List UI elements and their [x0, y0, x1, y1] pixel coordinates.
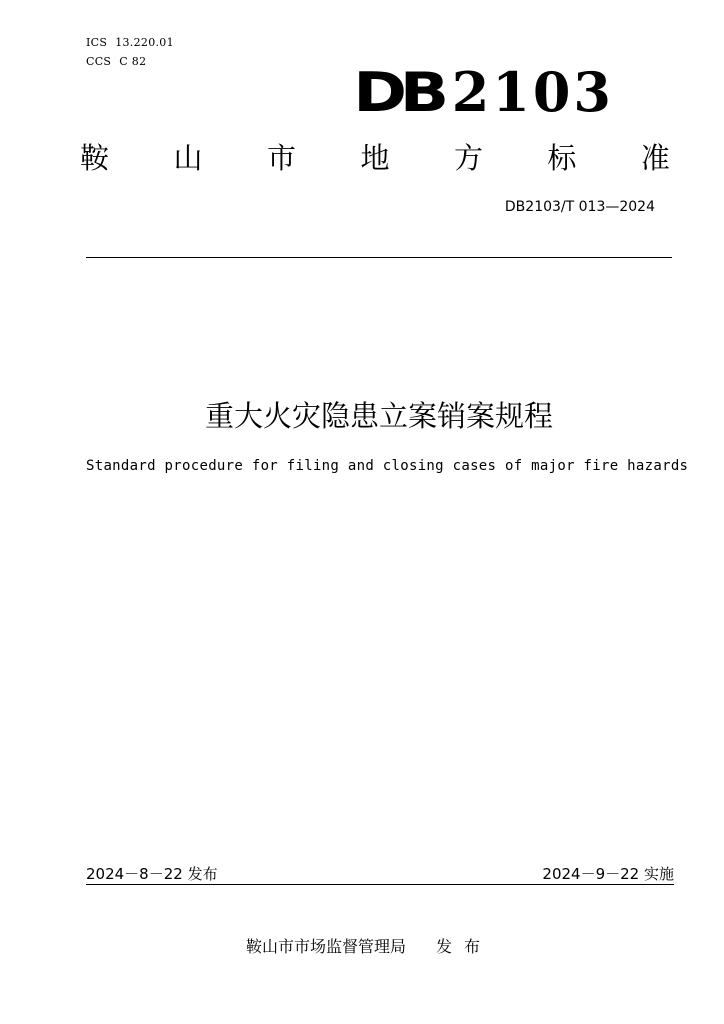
standard-title-char: 市	[266, 141, 296, 175]
standard-title-char: 鞍	[80, 141, 110, 175]
ccs-code: C 82	[119, 55, 147, 68]
standard-title-char: 山	[173, 141, 203, 175]
issue-date: 2024－8－22 发布	[86, 865, 218, 883]
issuer-action: 发布	[436, 937, 493, 956]
db-logo-prefix: DB	[352, 61, 442, 124]
standard-type-title	[80, 136, 670, 177]
ccs-classification	[86, 55, 154, 68]
standard-title-char: 方	[453, 141, 483, 175]
top-divider	[86, 257, 672, 258]
db-logo-code: 2103	[451, 60, 614, 124]
ics-code: 13.220.01	[115, 36, 174, 49]
standard-title-char: 标	[547, 141, 577, 175]
ics-classification	[86, 36, 182, 49]
db-logo	[352, 60, 614, 124]
implementation-date: 2024－9－22 实施	[542, 865, 674, 883]
document-title-english: Standard procedure for filing and closing cases of major fire hazards	[86, 458, 689, 474]
issuer-line	[246, 934, 492, 957]
issuer-name: 鞍山市市场监督管理局	[246, 937, 407, 956]
ccs-label: CCS	[86, 55, 112, 68]
document-title-chinese: 重大火灾隐患立案销案规程	[204, 399, 553, 433]
bottom-divider	[86, 884, 674, 885]
standard-title-char: 地	[360, 141, 390, 175]
standard-number: DB2103/T 013—2024	[504, 199, 655, 215]
standard-title-char: 准	[640, 141, 670, 175]
ics-label: ICS	[86, 36, 108, 49]
